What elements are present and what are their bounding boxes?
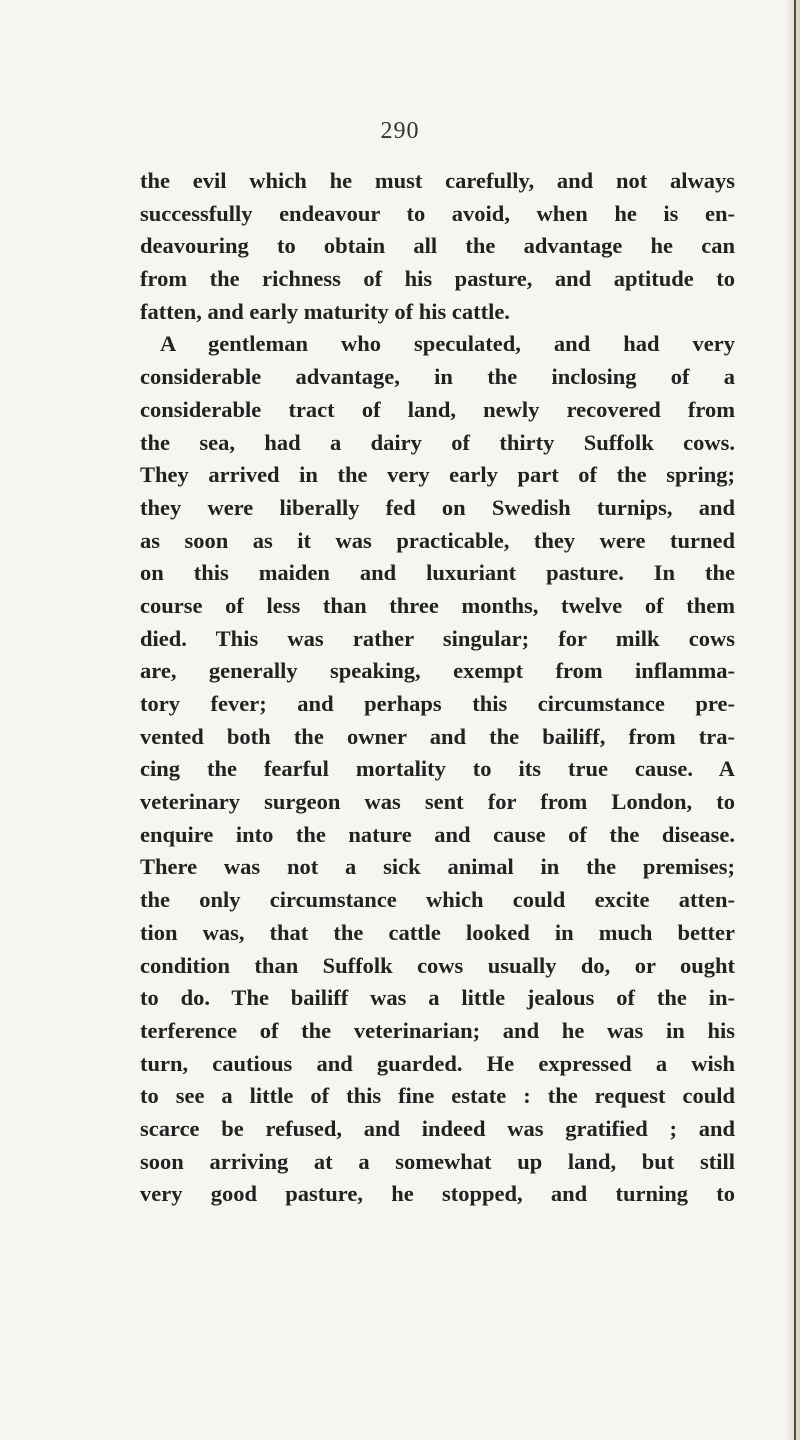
- text-line: from the richness of his pasture, and aptitude to: [140, 266, 735, 292]
- text-line: soon arriving at a somewhat up land, but still: [140, 1148, 735, 1174]
- text-line: successfully endeavour to avoid, when he is en-: [140, 200, 735, 226]
- text-line: tion was, that the cattle looked in much better: [140, 919, 735, 945]
- text-line: They arrived in the very early part of the spring;: [140, 462, 735, 488]
- text-line: vented both the owner and the bailiff, from tra-: [140, 723, 735, 749]
- text-line: course of less than three months, twelve of them: [140, 592, 735, 618]
- text-line: are, generally speaking, exempt from inflamma-: [140, 658, 735, 684]
- text-line: the sea, had a dairy of thirty Suffolk cows.: [140, 429, 735, 455]
- text-line: cing the fearful mortality to its true cause. A: [140, 756, 735, 782]
- page-number: 290: [380, 118, 420, 144]
- text-line: considerable tract of land, newly recovered from: [140, 396, 735, 422]
- text-line: deavouring to obtain all the advantage he can: [140, 233, 735, 259]
- text-line: very good pasture, he stopped, and turning to: [140, 1181, 735, 1207]
- text-line: tory fever; and perhaps this circumstance pre-: [140, 691, 735, 716]
- text-line: A gentleman who speculated, and had very: [160, 331, 735, 357]
- text-line: condition than Suffolk cows usually do, or ought: [140, 952, 735, 978]
- text-line: to see a little of this fine estate : the request could: [140, 1083, 735, 1109]
- text-line: to do. The bailiff was a little jealous of the in-: [140, 985, 735, 1011]
- text-line: considerable advantage, in the inclosing of a: [140, 364, 735, 390]
- text-line: the only circumstance which could excite atten-: [140, 887, 735, 913]
- text-line: the evil which he must carefully, and not always: [140, 168, 735, 193]
- text-line: veterinary surgeon was sent for from London, to: [140, 789, 735, 815]
- text-line: There was not a sick animal in the premises;: [140, 854, 735, 880]
- text-line: turn, cautious and guarded. He expressed a wish: [140, 1050, 735, 1076]
- body-text: [140, 165, 735, 1211]
- text-line: fatten, and early maturity of his cattle.: [140, 298, 510, 324]
- text-line: scarce be refused, and indeed was gratified ; and: [140, 1115, 735, 1141]
- text-line: died. This was rather singular; for milk cows: [140, 625, 735, 651]
- text-line: terference of the veterinarian; and he was in his: [140, 1017, 735, 1043]
- text-line: as soon as it was practicable, they were turned: [140, 527, 735, 553]
- text-line: on this maiden and luxuriant pasture. In the: [140, 560, 735, 586]
- page-edge: [786, 0, 800, 1440]
- text-line: they were liberally fed on Swedish turnips, and: [140, 494, 735, 520]
- text-line: enquire into the nature and cause of the disease.: [140, 821, 735, 847]
